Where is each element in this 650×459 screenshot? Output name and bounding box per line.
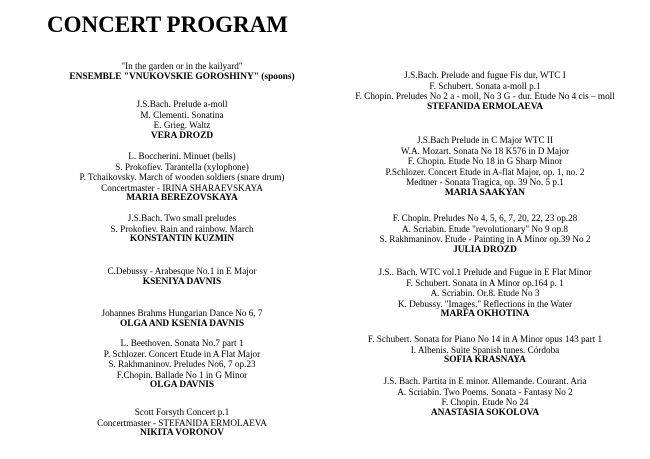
piece-line: A. Scriabin. Or.8. Etude No 3 xyxy=(430,288,540,299)
performer-name: MARFA OKHOTINA xyxy=(440,309,530,320)
piece-line: J.S. Bach. Partita in E minor. Allemande. Courant. Aria xyxy=(383,376,587,386)
piece-line: S. Prokofiev. Tarantella (xylophone) xyxy=(115,161,249,172)
program-entry xyxy=(27,338,337,391)
piece-line: E. Grieg. Waltz xyxy=(153,120,211,131)
program-entry xyxy=(27,151,337,204)
program-entry xyxy=(337,135,633,199)
piece-line: S. Rakhmaninov. Preludes No6, 7 op.23 xyxy=(108,359,256,370)
performer-name: OLGA AND KSENIA DAVNIS xyxy=(119,318,245,329)
piece-line: J.S.. Bach. WTC vol.1 Prelude and Fugue in E Flat Minor xyxy=(378,267,592,277)
piece-line: F. Chopin. Etude No 18 in G Sharp Minor xyxy=(407,156,563,167)
piece-line: Scott Forsyth Concert p.1 xyxy=(134,407,230,417)
program-entry xyxy=(337,70,633,112)
program-entry xyxy=(27,99,337,141)
performer-name: VERA DROZD xyxy=(150,130,214,141)
piece-line: F. Chopin. Preludes No 2 a - moll, No 3 G - dur. Etude No 4 cis – moll xyxy=(355,91,615,102)
piece-line: S. Prokofiev. Rain and rainbow. March xyxy=(110,223,254,234)
piece-line: J.S.Bach. Prelude and fugue Fis dur, WTC I xyxy=(404,70,566,80)
performer-name: NIKITA VORONOV xyxy=(139,428,225,439)
piece-line: K. Debussy. "Images." Reflections in the Water xyxy=(397,298,573,309)
piece-line: Medtner - Sonata Tragica, op. 39 No. 5 p.1 xyxy=(406,177,564,188)
piece-line: A. Scriabin. Etude "revolutionary" No 9 op.8 xyxy=(402,223,568,234)
piece-line: Johannes Brahms Hungarian Dance No 6, 7 xyxy=(101,308,263,318)
piece-line: J.S.Bach Prelude in C Major WTC II xyxy=(416,135,554,145)
performer-name: SOFIA KRASNAYA xyxy=(444,355,526,366)
performer-name: STEFANIDA ERMOLAEVA xyxy=(426,101,544,112)
program-entry xyxy=(337,267,633,320)
performer-name: MARIA SAAKYAN xyxy=(444,187,526,198)
program-entry xyxy=(337,213,633,255)
program-entry xyxy=(27,61,337,82)
piece-line: W.A. Mozart. Sonata No 18 K576 in D Major xyxy=(400,145,570,156)
piece-line: L. Beethoven. Sonata No.7 part 1 xyxy=(120,338,244,348)
piece-line: P.Schlozer. Concert Etude in A-flat Major, op. 1, no. 2 xyxy=(385,166,585,177)
program-entry xyxy=(337,376,633,418)
performer-name: KSENIYA DAVNIS xyxy=(142,276,222,287)
piece-line: F. Schubert. Sonata for Piano No 14 in A Minor opus 143 part 1 xyxy=(367,334,603,344)
piece-line: F. Schubert. Sonata in A Minor op.164 p. 1 xyxy=(406,277,564,288)
piece-line: J.S.Bach. Prelude a-moll xyxy=(136,99,228,109)
performer-name: ENSEMBLE "VNUKOVSKIE GOROSHINY" (spoons) xyxy=(69,71,295,82)
piece-line: C.Debussy - Arabesque No.1 in E Major xyxy=(107,266,257,276)
performer-name: ANASTASIA SOKOLOVA xyxy=(430,407,540,418)
piece-line: L. Boccherini. Minuet (bells) xyxy=(128,151,236,161)
piece-line: F. Chopin. Etude No 24 xyxy=(441,397,529,408)
piece-line: J.S.Bach. Two small preludes xyxy=(127,213,237,223)
piece-line: Concertmaster - STEFANIDA ERMOLAEVA xyxy=(97,417,267,428)
piece-line: S. Rakhmaninov. Etude - Painting in A Minor op.39 No 2 xyxy=(379,234,591,245)
performer-name: MARIA BEREZOVSKAYA xyxy=(126,193,238,204)
piece-line: P. Tchaikovsky. March of wooden soldiers (snare drum) xyxy=(79,172,285,183)
piece-line: I. Albenis. Suite Spanish tunes. Córdoba xyxy=(410,344,560,355)
page-title: CONCERT PROGRAM xyxy=(47,12,288,37)
piece-line: M. Clementi. Sonatina xyxy=(140,109,224,120)
piece-line: Concertmaster - IRINA SHARAEVSKAYA xyxy=(101,182,263,193)
program-entry xyxy=(27,213,337,245)
piece-line: F. Schubert. Sonata a-moll p.1 xyxy=(429,80,541,91)
program-entry xyxy=(337,334,633,366)
piece-line: F.Chopin. Ballade No 1 in G Minor xyxy=(116,369,248,380)
piece-line: P. Schlozer. Concert Etude in A Flat Major xyxy=(103,348,261,359)
program-entry xyxy=(27,308,337,329)
performer-name: OLGA DAVNIS xyxy=(149,380,215,391)
piece-line: F. Chopin. Preludes No 4, 5, 6, 7, 20, 22, 23 op.28 xyxy=(392,213,578,223)
performer-name: KONSTANTIN KUZMIN xyxy=(129,234,235,245)
program-entry xyxy=(27,407,337,439)
piece-line: "In the garden or in the kailyard" xyxy=(121,61,243,71)
program-entry xyxy=(27,266,337,287)
piece-line: A. Scriabin. Two Poems. Sonata - Fantasy No 2 xyxy=(397,386,573,397)
performer-name: JULIA DROZD xyxy=(453,244,517,255)
